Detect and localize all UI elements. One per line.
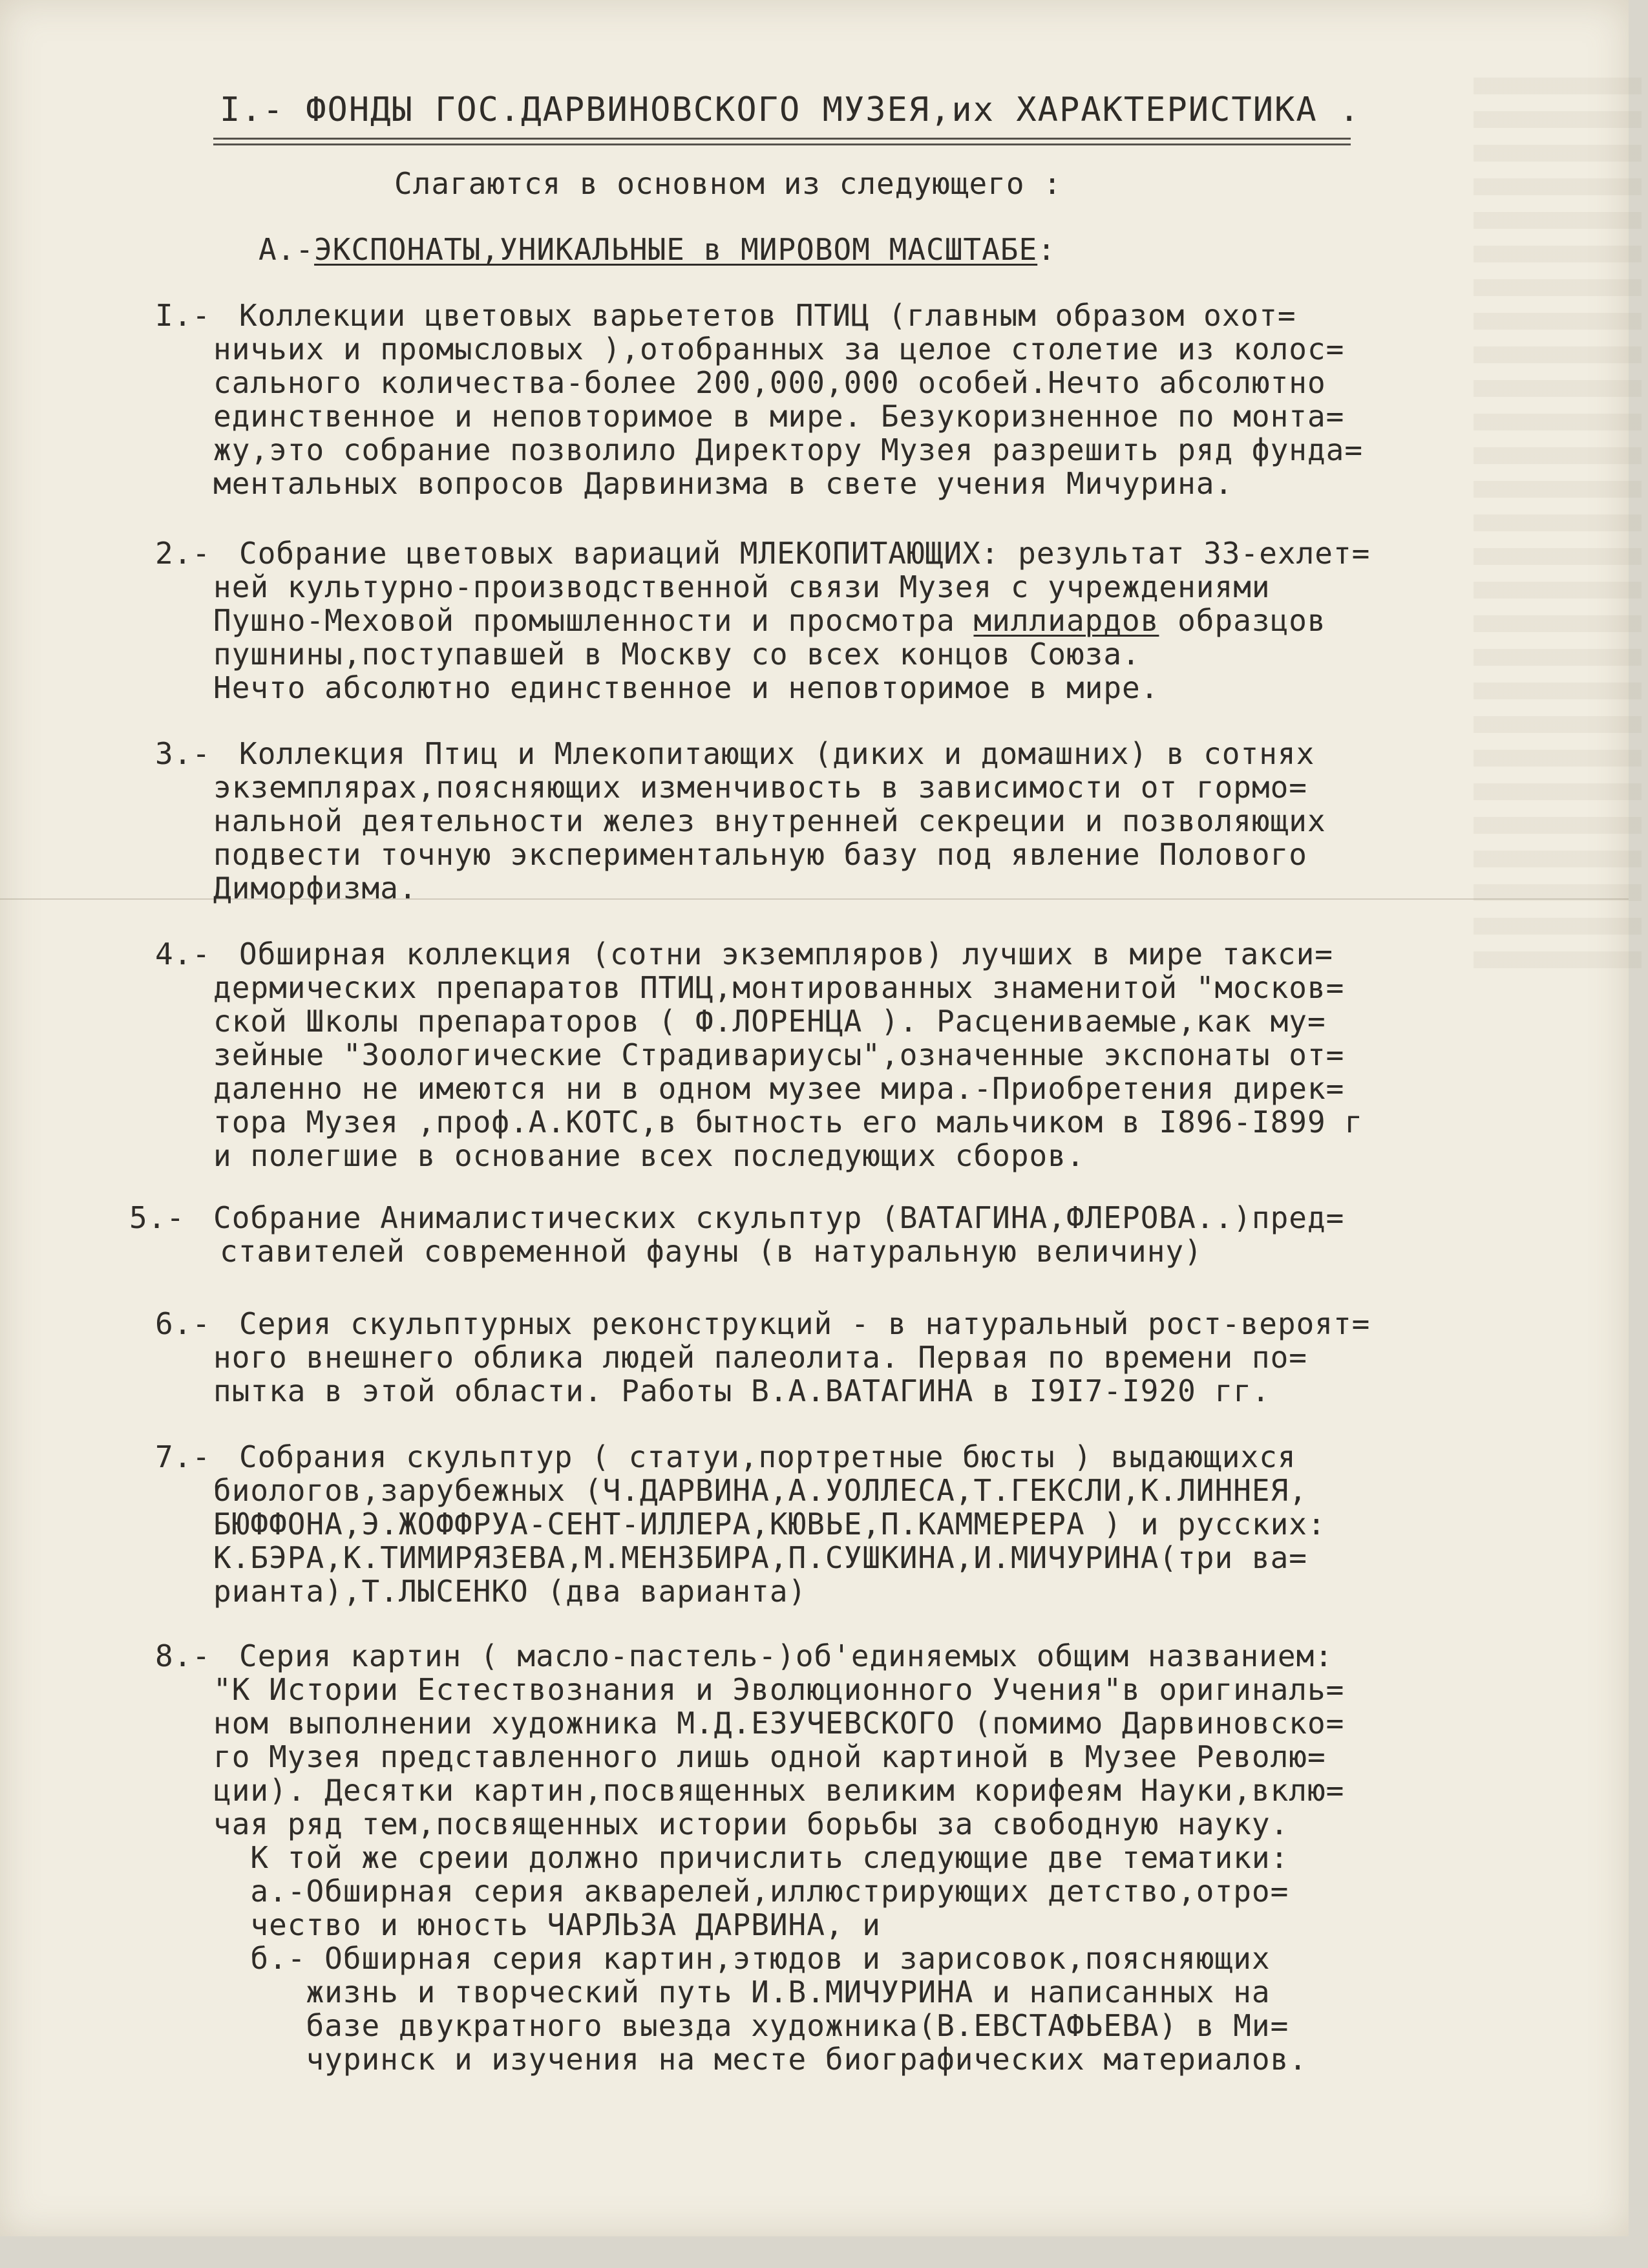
section-a-heading <box>259 233 1056 266</box>
item-line: б.- Обширная серия картин,этюдов и зарисовок,поясняющих <box>213 1941 1271 1976</box>
item-line: чество и юность ЧАРЛЬЗА ДАРВИНА, и <box>213 1907 881 1942</box>
item-number: 4.- <box>155 937 211 971</box>
item-line: Собрание цветовых вариаций МЛЕКОПИТАЮЩИХ: результат 33-ехлет= <box>239 536 1371 571</box>
item-number: 6.- <box>155 1306 211 1341</box>
item-line: базе двукратного выезда художника(В.ЕВСТАФЬЕВА) в Ми= <box>213 2008 1289 2043</box>
list-item-1 <box>155 299 1363 500</box>
document-subheading: Слагаются в основном из следующего : <box>394 166 1062 201</box>
item-line: единственное и неповторимое в мире. Безукоризненное по монта= <box>213 399 1345 434</box>
item-line: ции). Десятки картин,посвященных великим корифеям Науки,вклю= <box>213 1773 1345 1808</box>
item-line-text: образцов <box>1159 603 1326 638</box>
item-line: Серия скульптурных реконструкций - в натуральный рост-вероят= <box>239 1306 1371 1341</box>
item-line: и полегшие в основание всех последующих сборов. <box>213 1138 1085 1173</box>
item-line: ставителей современной фауны (в натуральную величину) <box>220 1234 1203 1269</box>
show-through-text <box>1474 78 1642 982</box>
item-line: ном выполнении художника М.Д.ЕЗУЧЕВСКОГО (помимо Дарвиновско= <box>213 1706 1345 1741</box>
double-rule-divider <box>213 136 1351 149</box>
item-line: пушнины,поступавшей в Москву со всех концов Союза. <box>213 637 1141 672</box>
item-line-text: Пушно-Меховой промышленности и просмотра <box>213 603 974 638</box>
item-number: 7.- <box>155 1439 211 1474</box>
item-line: Серия картин ( масло-пастель-)об'единяемых общим названием: <box>239 1638 1333 1673</box>
item-number: I.- <box>155 298 211 333</box>
list-item-2 <box>155 536 1370 705</box>
item-line: зейные "Зоологические Страдивариусы",означенные экспонаты от= <box>213 1037 1345 1072</box>
underlined-word: миллиардов <box>973 603 1159 638</box>
list-item-7 <box>155 1440 1326 1608</box>
list-item-5 <box>129 1201 1344 1268</box>
item-line: го Музея представленного лишь одной картиной в Музее Револю= <box>213 1739 1326 1774</box>
item-line: Обширная коллекция (сотни экземпляров) лучших в мире такси= <box>239 937 1333 971</box>
item-line: жизнь и творческий путь И.В.МИЧУРИНА и написанных на <box>213 1975 1271 2009</box>
item-line: рианта),Т.ЛЫСЕНКО (два варианта) <box>213 1574 807 1609</box>
item-line: биологов,зарубежных (Ч.ДАРВИНА,А.УОЛЛЕСА,Т.ГЕКСЛИ,К.ЛИННЕЯ, <box>213 1473 1307 1508</box>
item-line: подвести точную экспериментальную базу под явление Полового <box>213 837 1307 872</box>
item-line: нальной деятельности желез внутренней секреции и позволяющих <box>213 803 1326 838</box>
item-number: 5.- <box>129 1200 185 1235</box>
item-number: 8.- <box>155 1638 211 1673</box>
item-line: Собрания скульптур ( статуи,портретные бюсты ) выдающихся <box>239 1439 1296 1474</box>
item-line: жу,это собрание позволило Директору Музея разрешить ряд фунда= <box>213 432 1364 467</box>
item-line: БЮФФОНА,Э.ЖОФФРУА-СЕНТ-ИЛЛЕРА,КЮВЬЕ,П.КАММЕРЕРА ) и русских: <box>213 1507 1326 1542</box>
item-line: Коллекция Птиц и Млекопитающих (диких и домашних) в сотнях <box>239 736 1315 771</box>
section-a-prefix: А.- <box>259 232 315 267</box>
list-item-4 <box>155 937 1363 1172</box>
section-a-suffix: : <box>1037 232 1056 267</box>
item-line: Диморфизма. <box>213 871 417 906</box>
document-heading: I.- ФОНДЫ ГОС.ДАРВИНОВСКОГО МУЗЕЯ,их ХАРАКТЕРИСТИКА . <box>220 90 1361 129</box>
item-line: К.БЭРА,К.ТИМИРЯЗЕВА,М.МЕНЗБИРА,П.СУШКИНА,И.МИЧУРИНА(три ва= <box>213 1540 1307 1575</box>
item-line: сального количества-более 200,000,000 особей.Нечто абсолютно <box>213 365 1326 400</box>
item-line: а.-Обширная серия акварелей,иллюстрирующих детство,отро= <box>213 1874 1289 1909</box>
item-line: чая ряд тем,посвященных истории борьбы за свободную науку. <box>213 1807 1289 1841</box>
item-line: тора Музея ,проф.А.КОТС,в бытность его мальчиком в I896-I899 г <box>213 1105 1364 1139</box>
list-item-8 <box>155 1639 1344 2076</box>
item-line: Коллекции цветовых варьететов ПТИЦ (главным образом охот= <box>239 298 1296 333</box>
item-line: К той же среии должно причислить следующие две тематики: <box>213 1840 1289 1875</box>
item-line <box>213 604 1370 637</box>
item-line: пытка в этой области. Работы В.А.ВАТАГИНА в I9I7-I920 гг. <box>213 1373 1271 1408</box>
item-line: ничьих и промысловых ),отобранных за целое столетие из колос= <box>213 332 1345 366</box>
list-item-6 <box>155 1307 1370 1408</box>
item-line: чуринск и изучения на месте биографических материалов. <box>213 2042 1307 2077</box>
list-item-3 <box>155 737 1326 905</box>
item-line: дермических препаратов ПТИЦ,монтированных знаменитой "москов= <box>213 970 1345 1005</box>
item-line: Нечто абсолютно единственное и неповторимое в мире. <box>213 670 1159 705</box>
item-number: 3.- <box>155 736 211 771</box>
item-line: ментальных вопросов Дарвинизма в свете учения Мичурина. <box>213 466 1234 501</box>
item-line: ней культурно-производственной связи Музея с учреждениями <box>213 569 1271 604</box>
item-line: экземплярах,поясняющих изменчивость в зависимости от гормо= <box>213 770 1307 805</box>
item-line: "К Истории Естествознания и Эволюционного Учения"в оригиналь= <box>213 1672 1345 1707</box>
item-line: Собрание Анималистических скульптур (ВАТАГИНА,ФЛЕРОВА..)пред= <box>213 1200 1345 1235</box>
item-line: ской Школы препараторов ( Ф.ЛОРЕНЦА ). Расцениваемые,как му= <box>213 1004 1326 1039</box>
section-a-title: ЭКСПОНАТЫ,УНИКАЛЬНЫЕ в МИРОВОМ МАСШТАБЕ <box>314 232 1038 267</box>
item-line: ного внешнего облика людей палеолита. Первая по времени по= <box>213 1340 1307 1375</box>
item-line: даленно не имеются ни в одном музее мира.-Приобретения дирек= <box>213 1071 1345 1106</box>
item-number: 2.- <box>155 536 211 571</box>
